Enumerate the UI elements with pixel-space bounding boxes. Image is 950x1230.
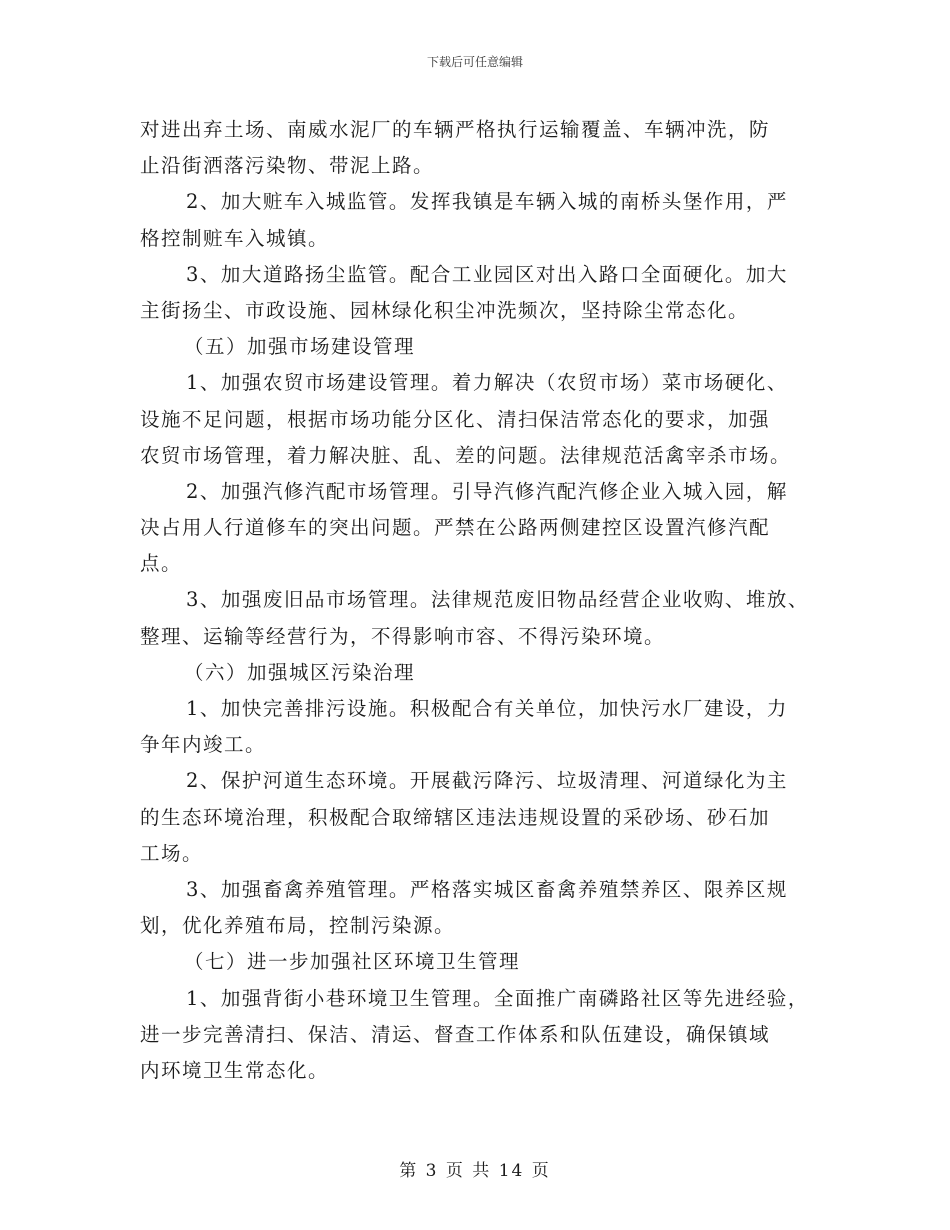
document-body	[140, 112, 820, 1089]
text-line: 3、加大道路扬尘监管。配合工业园区对出入路口全面硬化。加大	[186, 262, 788, 286]
text-line: 内环境卫生常态化。	[140, 1058, 330, 1082]
text-line: 决占用人行道修车的突出问题。严禁在公路两侧建控区设置汽修汽配	[140, 516, 771, 540]
section-heading: （五）加强市场建设管理	[184, 335, 416, 359]
text-line: 1、加强农贸市场建设管理。着力解决（农贸市场）菜市场硬化、	[186, 371, 788, 395]
text-line: 1、加强背街小巷环境卫生管理。全面推广南磷路社区等先进经验，	[186, 986, 809, 1010]
text-line: 2、加大赃车入城监管。发挥我镇是车辆入城的南桥头堡作用，严	[186, 190, 788, 214]
text-line: 进一步完善清扫、保洁、清运、督查工作体系和队伍建设，确保镇域	[140, 1022, 771, 1046]
text-line: 工场。	[140, 841, 204, 865]
text-line: 对进出弃土场、南威水泥厂的车辆严格执行运输覆盖、车辆冲洗，防	[140, 118, 771, 141]
text-line: 止沿街洒落污染物、带泥上路。	[140, 154, 435, 178]
text-line: 的生态环境治理，积极配合取缔辖区违法违规设置的采砂场、砂石加	[140, 805, 771, 829]
text-line: 3、加强废旧品市场管理。法律规范废旧物品经营企业收购、堆放、	[186, 588, 809, 612]
text-line: 划，优化养殖布局，控制污染源。	[140, 914, 456, 938]
section-heading: （六）加强城区污染治理	[184, 660, 416, 684]
text-line: 点。	[140, 552, 183, 576]
text-line: 争年内竣工。	[140, 733, 267, 757]
text-line: 设施不足问题，根据市场功能分区化、清扫保洁常态化的要求，加强	[140, 407, 771, 431]
page-footer: 第 3 页 共 14 页	[399, 1161, 551, 1181]
text-line: 3、加强畜禽养殖管理。严格落实城区畜禽养殖禁养区、限养区规	[186, 877, 788, 901]
page-header: 下载后可任意编辑	[426, 55, 523, 69]
text-line: 格控制赃车入城镇。	[140, 226, 330, 250]
text-line: 2、加强汽修汽配市场管理。引导汽修汽配汽修企业入城入园，解	[186, 479, 788, 503]
text-line: 整理、运输等经营行为，不得影响市容、不得污染环境。	[140, 624, 666, 648]
text-line: 1、加快完善排污设施。积极配合有关单位，加快污水厂建设，力	[186, 697, 788, 720]
text-line: 主街扬尘、市政设施、园林绿化积尘冲洗频次，坚持除尘常态化。	[140, 298, 750, 322]
text-line: 2、保护河道生态环境。开展截污降污、垃圾清理、河道绿化为主	[186, 769, 788, 793]
text-line: 农贸市场管理，着力解决脏、乱、差的问题。法律规范活禽宰杀市场。	[140, 443, 792, 467]
section-heading: （七）进一步加强社区环境卫生管理	[184, 950, 521, 974]
